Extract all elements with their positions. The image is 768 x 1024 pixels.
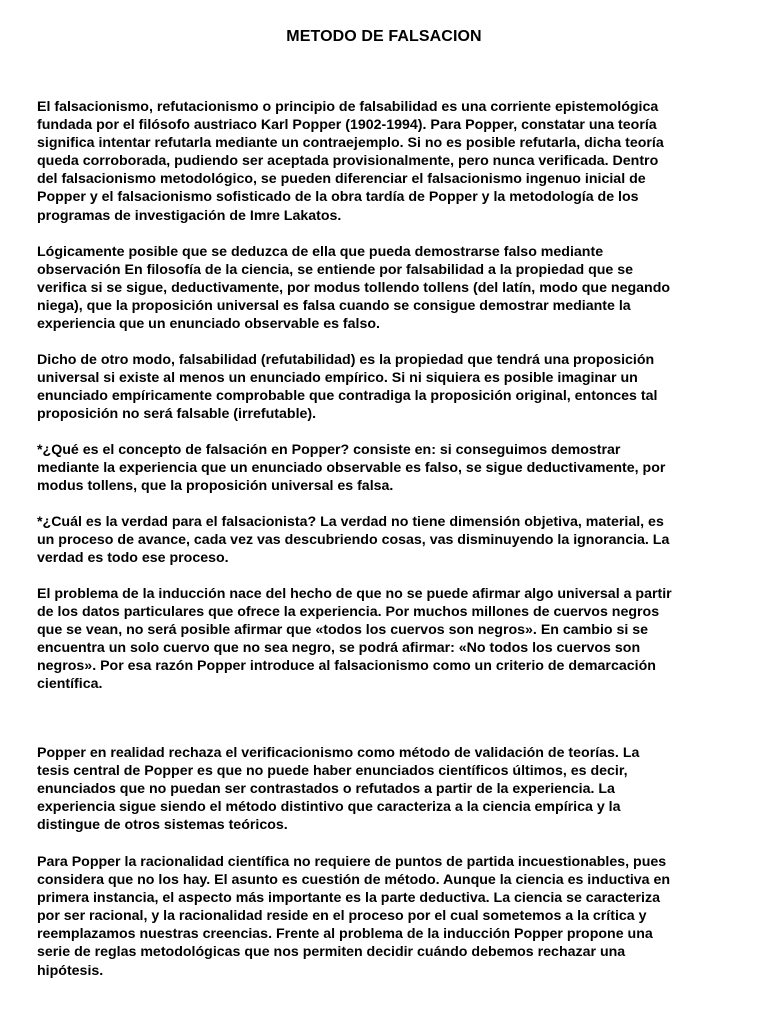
document-title: METODO DE FALSACION [286, 28, 482, 45]
paragraph-verificacionismo: Popper en realidad rechaza el verificacionismo como método de validación de teorías. La tesis central de Popper es que no puede haber enunciados científicos últimos, es decir, enunciados que no puedan ser contrastados o refutados a partir de la experiencia. La experiencia sigue siendo el método distintivo que caracteriza a la ciencia empírica y la distingue de otros sistemas teóricos. [37, 745, 640, 834]
paragraph-logicamente-posible: Lógicamente posible que se deduzca de ella que pueda demostrarse falso mediante observación En filosofía de la ciencia, se entiende por falsabilidad a la propiedad que se verifica si se sigue, deductivamente, por modus tollendo tollens (del latín, modo que negando niega), que la proposición universal es falsa cuando se consigue demostrar mediante la experiencia que un enunciado observable es falso. [37, 244, 671, 333]
paragraph-concepto-falsacion: *¿Qué es el concepto de falsación en Popper? consiste en: si conseguimos demostrar mediante la experiencia que un enunciado observable es falso, se sigue deductivamente, por modus tollens, que la proposición universal es falsa. [37, 442, 666, 495]
paragraph-racionalidad-cientifica: Para Popper la racionalidad científica no requiere de puntos de partida incuestionables, pues considera que no los hay. El asunto es cuestión de método. Aunque la ciencia es inductiva en primera instancia, el aspecto más importante es la parte deductiva. La ciencia se caracteriza por ser racional, y la racionalidad reside en el proceso por el cual sometemos a la crítica y reemplazamos nuestras creencias. Frente al problema de la inducción Popper propone una serie de reglas metodológicas que nos permiten decidir cuándo debemos rechazar una hipótesis. [37, 854, 671, 979]
paragraph-falsacionismo-intro: El falsacionismo, refutacionismo o principio de falsabilidad es una corriente epistemológica fundada por el filósofo austriaco Karl Popper (1902-1994). Para Popper, constatar una teoría significa intentar refutarla mediante un contraejemplo. Si no es posible refutarla, dicha teoría queda corroborada, pudiendo ser aceptada provisionalmente, pero nunca verificada. Dentro del falsacionismo metodológico, se pueden diferenciar el falsacionismo ingenuo inicial de Popper y el falsacionismo sofisticado de la obra tardía de Popper y la metodología de los programas de investigación de Imre Lakatos. [37, 99, 664, 224]
paragraph-verdad-falsacionista: *¿Cuál es la verdad para el falsacionista? La verdad no tiene dimensión objetiva, material, es un proceso de avance, cada vez vas descubriendo cosas, vas disminuyendo la ignorancia. La verdad es todo ese proceso. [37, 514, 670, 567]
paragraph-problema-induccion: El problema de la inducción nace del hecho de que no se puede afirmar algo universal a partir de los datos particulares que ofrece la experiencia. Por muchos millones de cuervos negros que se vean, no será posible afirmar que «todos los cuervos son negros». En cambio si se encuentra un solo cuervo que no sea negro, se podrá afirmar: «No todos los cuervos son negros». Por esa razón Popper introduce al falsacionismo como un criterio de demarcación científica. [37, 586, 672, 693]
paragraph-dicho-de-otro-modo: Dicho de otro modo, falsabilidad (refutabilidad) es la propiedad que tendrá una proposición universal si existe al menos un enunciado empírico. Si ni siquiera es posible imaginar un enunciado empíricamente comprobable que contradiga la proposición original, entonces tal proposición no será falsable (irrefutable). [37, 352, 658, 423]
